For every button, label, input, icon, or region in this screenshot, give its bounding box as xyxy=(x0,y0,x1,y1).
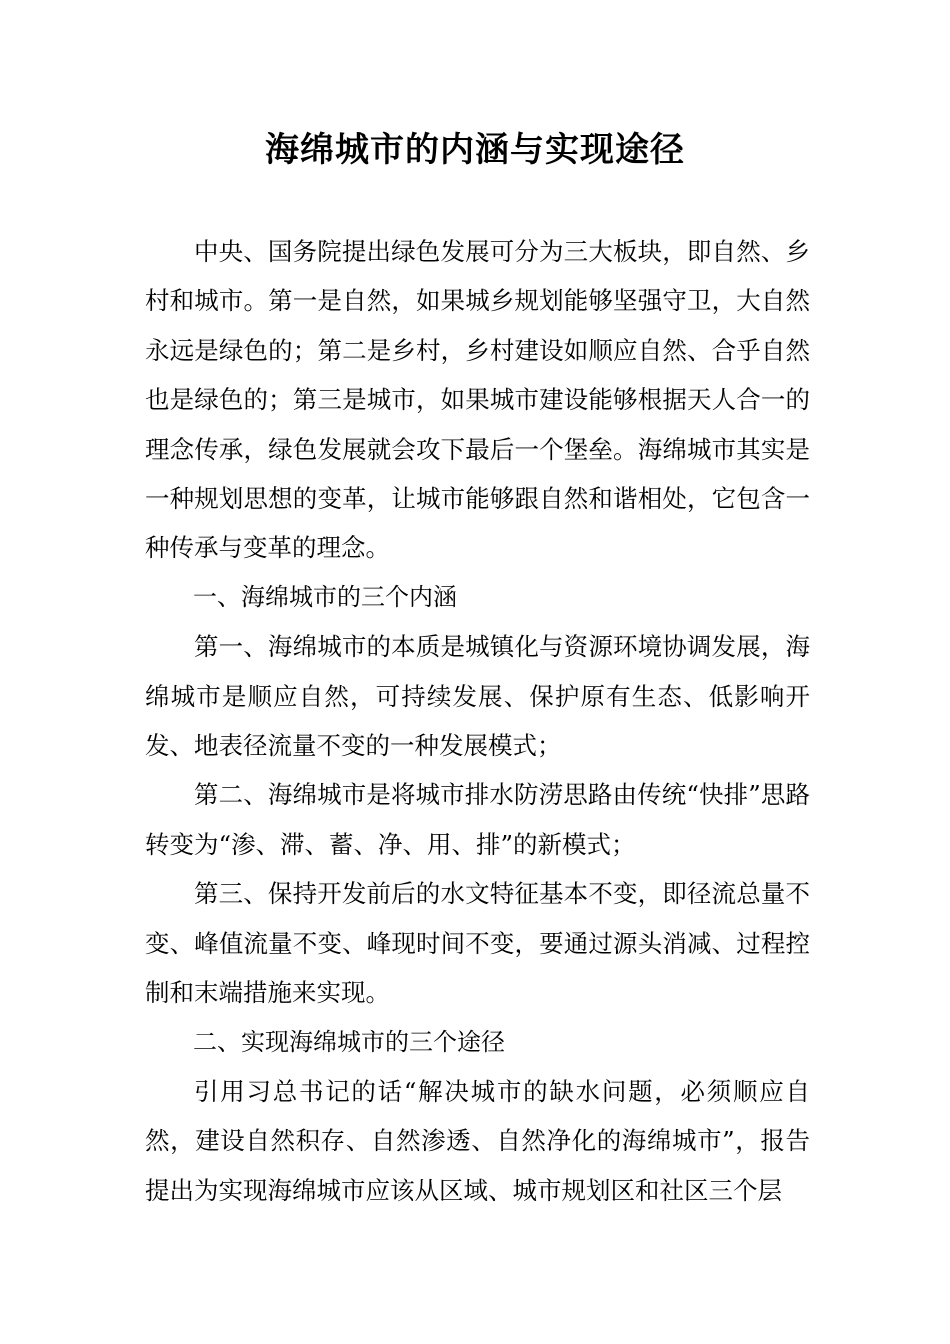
intro-paragraph: 中央、国务院提出绿色发展可分为三大板块，即自然、乡村和城市。第一是自然，如果城乡规划能够坚强守卫，大自然永远是绿色的；第二是乡村，乡村建设如顺应自然、合乎自然也是绿色的；第三是城市，如果城市建设能够根据天人合一的理念传承，绿色发展就会攻下最后一个堡垒。海绵城市其实是一种规划思想的变革，让城市能够跟自然和谐相处，它包含一种传承与变革的理念。 xyxy=(145,237,810,563)
section-2-heading: 二、实现海绵城市的三个途径 xyxy=(193,1027,505,1056)
section-2-paragraph-1: 引用习总书记的话“解决城市的缺水问题，必须顺应自然，建设自然积存、自然渗透、自然净化的海绵城市”，报告提出为实现海绵城市应该从区域、城市规划区和社区三个层 xyxy=(145,1076,810,1205)
section-1-paragraph-2: 第二、海绵城市是将城市排水防涝思路由传统“快排”思路转变为“渗、滞、蓄、净、用、排”的新模式； xyxy=(145,780,810,859)
section-1-heading: 一、海绵城市的三个内涵 xyxy=(193,582,457,611)
document-title: 海绵城市的内涵与实现途径 xyxy=(265,130,685,170)
document-body xyxy=(145,227,810,1215)
section-1-paragraph-1: 第一、海绵城市的本质是城镇化与资源环境协调发展，海绵城市是顺应自然，可持续发展、保护原有生态、低影响开发、地表径流量不变的一种发展模式； xyxy=(145,632,810,761)
section-1-paragraph-3: 第三、保持开发前后的水文特征基本不变，即径流总量不变、峰值流量不变、峰现时间不变，要通过源头消减、过程控制和末端措施来实现。 xyxy=(145,879,810,1008)
